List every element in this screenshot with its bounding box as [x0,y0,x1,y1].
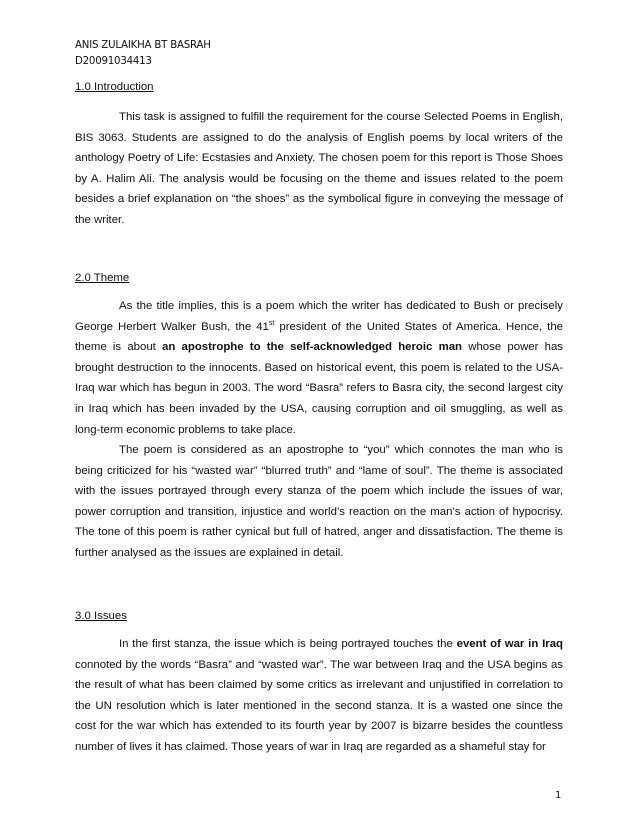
bold-phrase: an apostrophe to the self-acknowledged heroic man [162,341,463,354]
student-id: D20091034413 [75,56,152,67]
paragraph-introduction: This task is assigned to fulfill the requirement for the course Selected Poems in English, BIS 3063. Students are assigned to do the analysis of English poems by local writers of the anthology Poetry of Life: Ecstasies and Anxiety. The chosen poem for this report is Those Shoes by A. Halim Ali. The analysis would be focusing on the theme and issues related to the poem besides a brief explanation on “the shoes” as the symbolical figure in conveying the message of the writer. [75,111,563,226]
author-header [75,38,211,70]
heading-introduction: 1.0 Introduction [75,81,154,93]
heading-issues: 3.0 Issues [75,610,127,622]
text-run: whose power has brought destruction to the innocents. Based on historical event, this poem is related to the USA-Iraq war which has begun in 2003. The word “Basra” refers to Basra city, the second largest city in Iraq which has been invaded by the USA, causing corruption and oil smuggling, as well as long-term economic problems to take place. [75,341,564,436]
text-run: connoted by the words “Basra” and “wasted war”. The war between Iraq and the USA begins as the result of what has been claimed by some critics as irrelevant and unjustified in correlation to the UN resolution which is later mentioned in the second stanza. It is a wasted one since the cost for the war which has extended to its fourth year by 2007 is bizarre besides the countless number of lives it has claimed. Those years of war in Iraq are regarded as a shameful stay for [75,658,563,753]
text-run: As the title implies, this is a poem which the writer has dedicated to Bush or precisely George Herbert Walker Bush, the 41 [75,300,563,333]
paragraph-theme-1 [75,296,563,440]
text-run: president of the United States of America. Hence, the theme is about [75,320,563,354]
author-name: ANIS ZULAIKHA BT BASRAH [75,40,211,51]
paragraph-issues-1 [75,634,563,758]
bold-phrase: event of war in Iraq [456,638,563,650]
text-run: In the first stanza, the issue which is being portrayed touches the [119,638,457,650]
superscript: st [268,319,275,327]
paragraph-theme-2: The poem is considered as an apostrophe to “you” which connotes the man who is being criticized for his “wasted war” “blurred truth” and “lame of soul”. The theme is associated with the issues portrayed through every stanza of the poem which include the issues of war, power corruption and transition, injustice and world’s reaction on the man’s action of hypocrisy. The tone of this poem is rather cynical but full of hatred, anger and dissatisfaction. The theme is further analysed as the issues are explained in detail. [75,444,563,559]
page-number: 1 [555,790,562,801]
heading-theme: 2.0 Theme [75,272,130,284]
